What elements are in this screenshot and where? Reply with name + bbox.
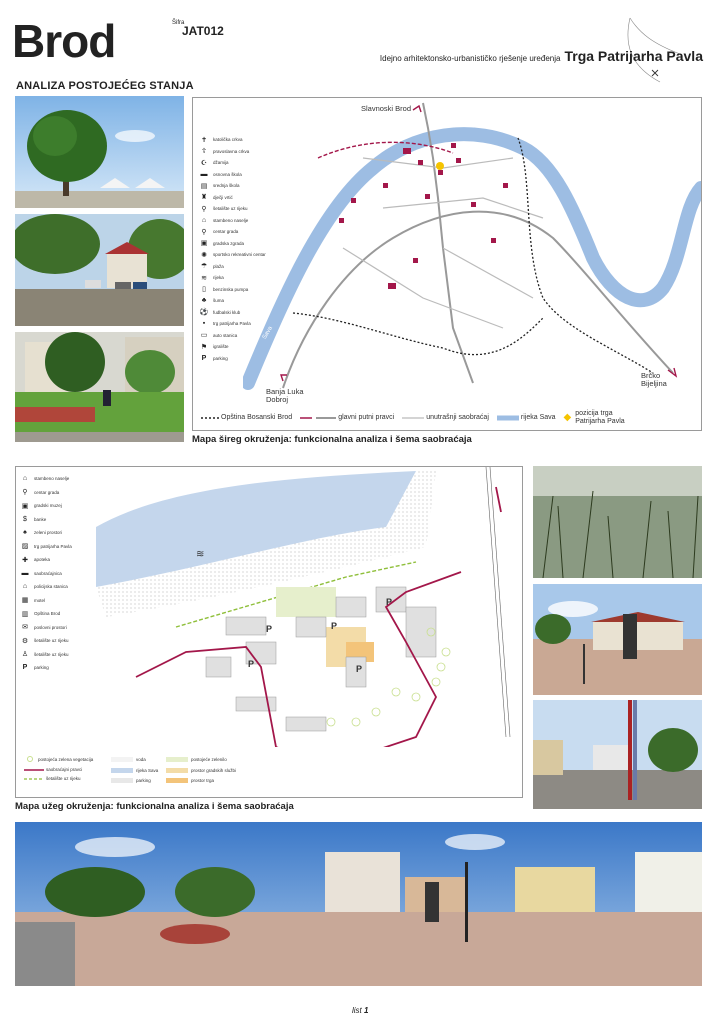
svg-text:P: P xyxy=(266,624,273,634)
project-subtitle: Idejno arhitektonsko-urbanističko rješenje uređenja xyxy=(379,54,561,63)
post-icon: ✉ xyxy=(22,624,28,632)
house-icon: ⌂ xyxy=(201,216,207,224)
fuel-icon: ▯ xyxy=(202,286,206,294)
svg-text:P: P xyxy=(386,597,393,607)
label-sava-1: Sava xyxy=(261,325,274,341)
map2-drawing xyxy=(86,467,522,747)
legend-item: ▣ gradska zgrada xyxy=(200,240,245,248)
football-icon: ⚽ xyxy=(199,309,209,317)
school-icon: ▬ xyxy=(200,170,208,178)
square-position-icon: ◆ xyxy=(563,412,572,424)
sheet-number: list 1 xyxy=(352,1006,369,1015)
legend-item: ☦ pravoslavna crkva xyxy=(199,146,266,158)
bus-icon: ▭ xyxy=(200,332,208,340)
panorama-photo xyxy=(15,822,702,986)
town-hall-icon: ▣ xyxy=(200,240,208,248)
bank-icon: $ xyxy=(23,515,27,523)
orthodox-cross-icon: ☦ xyxy=(201,148,207,156)
svg-text:≋: ≋ xyxy=(196,549,205,560)
map1-bottom-legend: Opština Bosanski Brod glavni putni pravci unutrašnji saobraćaj rijeka Sava ◆ pozicija trga Patrijarha Pavla xyxy=(221,410,625,425)
project-title xyxy=(380,48,703,64)
map-narrow-area: ⌂ stambeno naselje ⚲ centar grada ▣ gradski muzej $ banke ♠ zeleni prostori ▨ trg patrijarha Pavla ✚ apoteka ▬ saobraćajnica ⌂ policijska stanica ▦ motel ▥ Opština Brod ✉ poslovni prostori ⚙ šetalište uz rijeku ♙ šetalište uz rijeku P parking ≋ P P P P P postojeća zelena vegetacija saobraćajni pravci šetalište uz rijeku voda rijeka Sava parking postojeće zelenilo prostor gradskih službi prostor trga xyxy=(15,466,523,798)
label-north: Slavnoski Brod xyxy=(361,104,412,113)
legend-item: ⚲ centar grada xyxy=(199,226,266,238)
brand-title: Brod xyxy=(12,15,116,67)
section-title: ANALIZA POSTOJEĆEG STANJA xyxy=(16,80,194,92)
legend-item: ⚲ šetalište uz rijeku xyxy=(199,203,266,215)
legend-item: ▬ osnovna škola xyxy=(200,170,242,178)
legend-item: ▪ trg patrijarha Pavla xyxy=(199,318,266,330)
photo-statue-square xyxy=(533,584,702,695)
sifra-label: Šifra xyxy=(172,20,185,26)
legend-item: ⌂ stambeno naselje xyxy=(199,215,266,227)
kindergarten-icon: ♜ xyxy=(200,194,208,202)
label-sava-2: Sava xyxy=(357,208,373,222)
photo-bench-man xyxy=(15,332,184,442)
project-name: Trga Patrijarha Pavla xyxy=(564,48,703,64)
beach-icon: ☂ xyxy=(200,263,208,271)
legend-item: ≋ rijeka xyxy=(199,272,266,284)
map2-bottom-legend: postojeća zelena vegetacija saobraćajni pravci šetalište uz rijeku xyxy=(24,753,101,783)
pin-icon: ⚲ xyxy=(201,228,207,236)
pharmacy-icon: ✚ xyxy=(22,556,28,564)
photo-parking xyxy=(15,214,184,326)
hotel-icon: ▦ xyxy=(21,597,29,605)
map2-legend: ⌂ stambeno naselje ⚲ centar grada ▣ gradski muzej $ banke ♠ zeleni prostori ▨ trg patrijarha Pavla ✚ apoteka ▬ saobraćajnica ⌂ policijska stanica ▦ motel ▥ Opština Brod ✉ poslovni prostori ⚙ šetalište uz rijeku ♙ šetalište uz rijeku P parking xyxy=(21,475,72,672)
police-icon: ⌂ xyxy=(22,583,28,591)
legend-item: ▤ srednja škola xyxy=(200,182,240,190)
walk-icon: ⚲ xyxy=(201,205,207,213)
square-icon: ▪ xyxy=(202,320,206,328)
label-southeast: Brčko Bijeljina xyxy=(641,371,667,389)
svg-text:P: P xyxy=(331,621,338,631)
crescent-icon: ☪ xyxy=(200,159,208,167)
photo-tree-plaza xyxy=(15,96,184,208)
legend-item: ⚑ igralište xyxy=(200,343,229,351)
bike-icon: ⚙ xyxy=(21,637,29,645)
green-icon: ♠ xyxy=(23,529,27,537)
parking-icon: P xyxy=(22,664,28,672)
legend-item: ♜ dječji vrtić xyxy=(200,194,233,202)
map-wide-area xyxy=(192,97,702,431)
label-sava-3: Sava xyxy=(548,291,562,307)
town-hall-icon: ▣ xyxy=(21,502,29,510)
map2-caption: Mapa užeg okruženja: funkcionalna analiza i šema saobraćaja xyxy=(15,801,294,812)
pin-icon: ⚲ xyxy=(22,489,28,497)
legend-item: ☂ plaža xyxy=(200,263,224,271)
parking-icon: P xyxy=(201,354,207,362)
sifra-code: JAT012 xyxy=(182,24,224,38)
forest-icon: ♣ xyxy=(201,297,207,305)
svg-text:P: P xyxy=(248,659,255,669)
legend-item: ✺ sportsko rekreativni centar xyxy=(199,249,266,261)
legend-item: ▭ auto stanica xyxy=(200,332,238,340)
photo-river-reeds xyxy=(533,466,702,578)
map1-drawing xyxy=(243,98,701,403)
legend-item: ⚽ fudbalski klub xyxy=(199,309,241,317)
high-school-icon: ▤ xyxy=(200,182,208,190)
legend-item: ✝ katolička crkva xyxy=(199,134,266,146)
building-icon: ▥ xyxy=(21,610,29,618)
svg-text:P: P xyxy=(356,664,363,674)
legend-item: ♣ šuma xyxy=(199,295,266,307)
river-icon: ≋ xyxy=(201,274,207,282)
house-icon: ⌂ xyxy=(22,475,28,483)
cross-icon: ✝ xyxy=(201,136,207,144)
legend-item: ▯ benzinska pumpa xyxy=(199,284,266,296)
legend-item: ☪ džamija xyxy=(200,159,229,167)
map1-caption: Mapa šireg okruženja: funkcionalna analiza i šema saobraćaja xyxy=(192,434,472,445)
photo-street-view xyxy=(533,700,702,809)
legend-item: P parking xyxy=(199,353,266,365)
car-icon: ▬ xyxy=(21,569,29,577)
walk-icon: ♙ xyxy=(21,651,29,659)
label-southwest: Banja Luka Dobroj xyxy=(266,387,304,405)
square-icon: ▨ xyxy=(21,543,29,551)
playground-icon: ⚑ xyxy=(200,343,208,351)
sport-icon: ✺ xyxy=(201,251,207,259)
